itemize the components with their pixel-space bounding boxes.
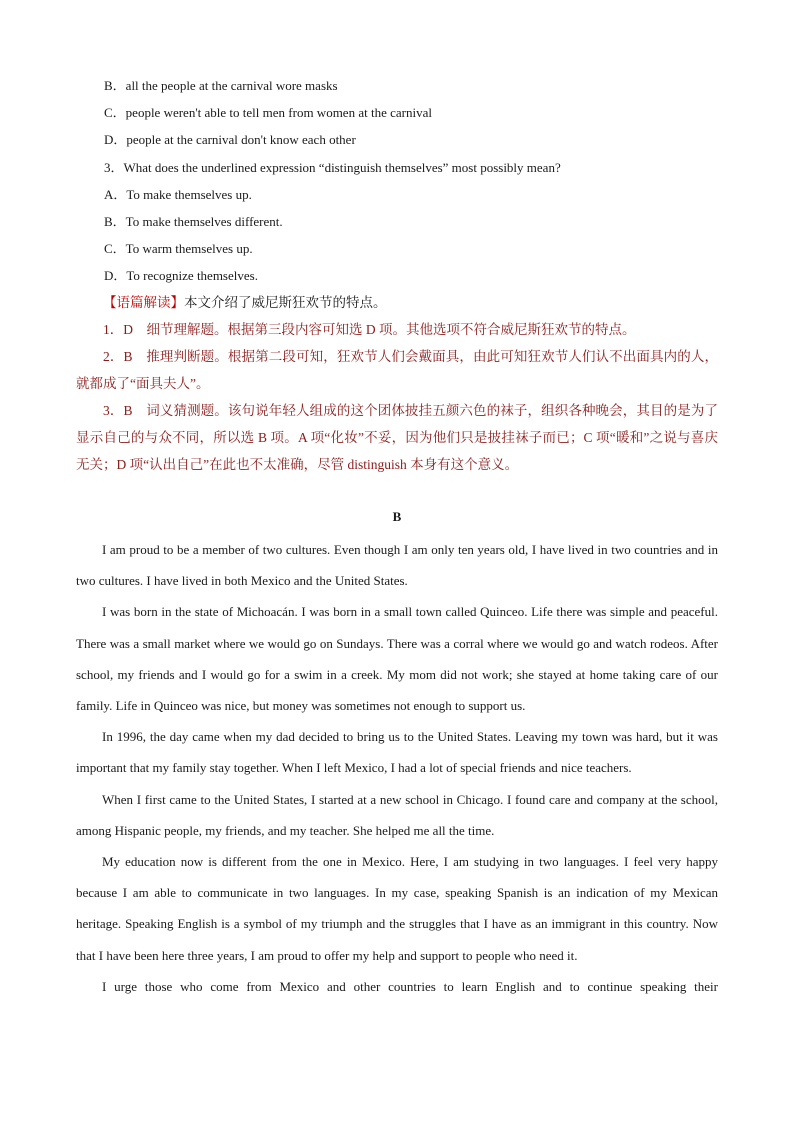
q3-option-d: D．To recognize themselves.	[104, 268, 258, 283]
explanation-item-1: 1．D 细节理解题。根据第三段内容可知选 D 项。其他选项不符合威尼斯狂欢节的特点。	[103, 322, 636, 337]
q3-option-a: A．To make themselves up.	[104, 187, 252, 202]
q2-option-d: D．people at the carnival don't know each other	[104, 132, 356, 147]
q3-option-b: B．To make themselves different.	[104, 214, 283, 229]
section-b-title: B	[392, 509, 402, 524]
explanation-summary: 本文介绍了威尼斯狂欢节的特点。	[184, 295, 387, 310]
q3-option-c: C．To warm themselves up.	[104, 241, 253, 256]
passage-paragraph: In 1996, the day came when my dad decided to bring us to the United States. Leaving my town was hard, but it was important that my family stay together. When I left Mexico, I had a lot of special friends and nice teachers.	[76, 729, 718, 776]
q2-option-b: B．all the people at the carnival wore masks	[104, 78, 338, 93]
passage-paragraph: When I first came to the United States, I started at a new school in Chicago. I found care and company at the school, among Hispanic people, my friends, and my teacher. She helped me all the time.	[76, 791, 718, 838]
passage-paragraph: I was born in the state of Michoacán. I was born in a small town called Quinceo. Life there was simple and peaceful. There was a small market where we would go on Sundays. There was a corral where we would go and watch rodeos. After school, my friends and I would go for a swim in a creek. My mom did not work; she stayed at home taking care of our family. Life in Quinceo was nice, but money was sometimes not enough to support us.	[76, 604, 718, 714]
passage-paragraph: My education now is different from the one in Mexico. Here, I am studying in two languages. I feel very happy because I am able to communicate in two languages. In my case, speaking Spanish is an indication of my Mexican heritage. Speaking English is a symbol of my triumph and the struggles that I have as an immigrant in this country. Now that I have been here three years, I am proud to offer my help and support to people who need it.	[76, 854, 718, 963]
explanation-item-3: 3．B 词义猜测题。该句说年轻人组成的这个团体披挂五颜六色的袜子，组织各种晚会，其目的是为了显示自己的与众不同，所以选 B 项。A 项“化妆”不妥，因为他们只是披挂袜子而已；C 项“暖和”之说与喜庆无关；D 项“认出自己”在此也不太准确，尽管 distinguish 本身有这个意义。	[76, 403, 718, 472]
explanation-block	[76, 289, 718, 478]
explanation-heading: 【语篇解读】	[103, 295, 184, 310]
q2-option-c: C．people weren't able to tell men from women at the carnival	[104, 105, 432, 120]
passage-paragraph: I urge those who come from Mexico and other countries to learn English and to continue speaking their	[102, 978, 718, 994]
passage-paragraph: I am proud to be a member of two cultures. Even though I am only ten years old, I have lived in two countries and in two cultures. I have lived in both Mexico and the United States.	[76, 542, 718, 589]
explanation-item-2: 2．B 推理判断题。根据第二段可知，狂欢节人们会戴面具，由此可知狂欢节人们认不出面具内的人，就都成了“面具夫人”。	[76, 349, 718, 391]
section-b-passage	[76, 534, 718, 1002]
q3-stem: 3．What does the underlined expression “distinguish themselves” most possibly mean?	[104, 160, 561, 175]
explanation-heading-line	[76, 289, 718, 316]
